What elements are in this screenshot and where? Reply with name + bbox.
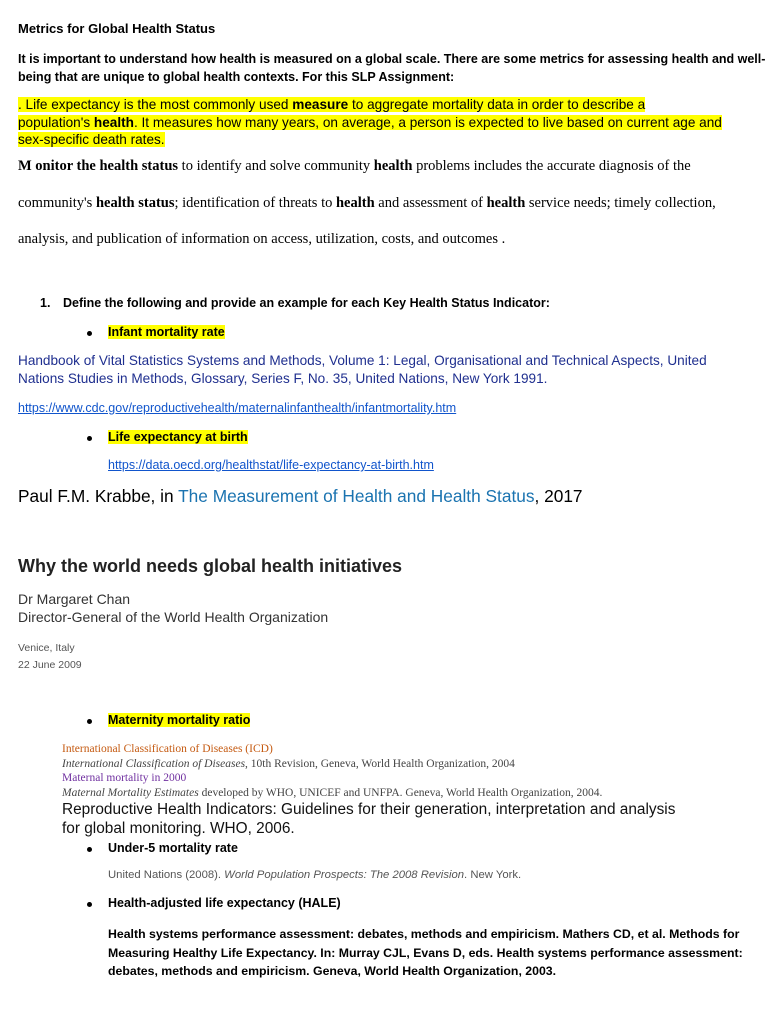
list-number: 1. xyxy=(40,296,51,310)
author-block xyxy=(18,590,328,626)
krabbe-citation: Paul F.M. Krabbe, in The Measurement of Health and Health Status, 2017 xyxy=(18,486,583,506)
rhi-citation: Reproductive Health Indicators: Guidelines for their generation, interpretation and analysis for global monitoring. WHO, 2006. xyxy=(62,801,676,837)
article-title: Why the world needs global health initiatives xyxy=(18,556,403,576)
bullet xyxy=(87,847,92,852)
bullet xyxy=(87,719,92,724)
mm2000-link[interactable]: Maternal mortality in 2000 xyxy=(62,772,187,785)
life-expectancy-paragraph xyxy=(18,96,722,149)
bullet xyxy=(87,331,92,336)
indicator-infant: Infant mortality rate xyxy=(108,325,225,339)
handbook-citation: Handbook of Vital Statistics Systems and Methods, Volume 1: Legal, Organisational and Technical Aspects, United Nations Studies in Methods, Glossary, Series F, No. 35, United Nations, New York 1991. xyxy=(18,353,707,386)
author-role: Director-General of the World Health Organization xyxy=(18,609,329,625)
krabbe-book-link[interactable]: The Measurement of Health and Health Status xyxy=(178,486,535,506)
hl-text: sex-specific death rates. xyxy=(18,132,165,147)
un-citation: United Nations (2008). World Population Prospects: The 2008 Revision. New York. xyxy=(108,869,522,881)
cdc-link[interactable]: https://www.cdc.gov/reproductivehealth/maternalinfanthealth/infantmortality.htm xyxy=(18,401,457,415)
bullet xyxy=(87,436,92,441)
bullet xyxy=(87,902,92,907)
location: Venice, Italy xyxy=(18,642,75,654)
author-name: Dr Margaret Chan xyxy=(18,591,131,607)
date: 22 June 2009 xyxy=(18,659,82,671)
hl-text: population's health. It measures how many years, on average, a person is expected to live based on current age and xyxy=(18,114,722,130)
location-date xyxy=(18,640,82,674)
hl-text: . Life expectancy is the most commonly used measure to aggregate mortality data in order to describe a xyxy=(18,97,646,112)
indicator-life-expectancy: Life expectancy at birth xyxy=(108,430,248,444)
icd-link[interactable]: International Classification of Diseases (ICD) xyxy=(62,743,273,755)
maternity-references: International Classification of Diseases (ICD) International Classification of Diseases, 10th Revision, Geneva, World Health Organization, 2004 Maternal mortality in 2000 Maternal Mortality Estimates developed by WHO, UNICEF and UNFPA. Geneva, World Health Organization, 2004. xyxy=(62,743,603,800)
indicator-hale: Health-adjusted life expectancy (HALE) xyxy=(108,896,341,910)
intro-line-2: being that are unique to global health contexts. For this SLP Assignment: xyxy=(18,70,455,84)
oecd-link[interactable]: https://data.oecd.org/healthstat/life-expectancy-at-birth.htm xyxy=(108,458,434,472)
indicator-maternity: Maternity mortality ratio xyxy=(108,713,251,727)
page-title: Metrics for Global Health Status xyxy=(18,21,216,36)
question-text: Define the following and provide an example for each Key Health Status Indicator: xyxy=(63,296,550,310)
indicator-under5: Under-5 mortality rate xyxy=(108,841,238,855)
intro-paragraph xyxy=(18,50,765,86)
intro-line-1: It is important to understand how health is measured on a global scale. There are some metrics for assessing health and well- xyxy=(18,52,766,66)
hale-citation: Health systems performance assessment: debates, methods and empiricism. Mathers CD, et al. Methods for Measuring Healthy Life Expectancy. In: Murray CJL, Evans D, eds. Health systems performance assessment: debates, methods and empiricism. Geneva, World Health Organization, 2003. xyxy=(108,927,743,978)
